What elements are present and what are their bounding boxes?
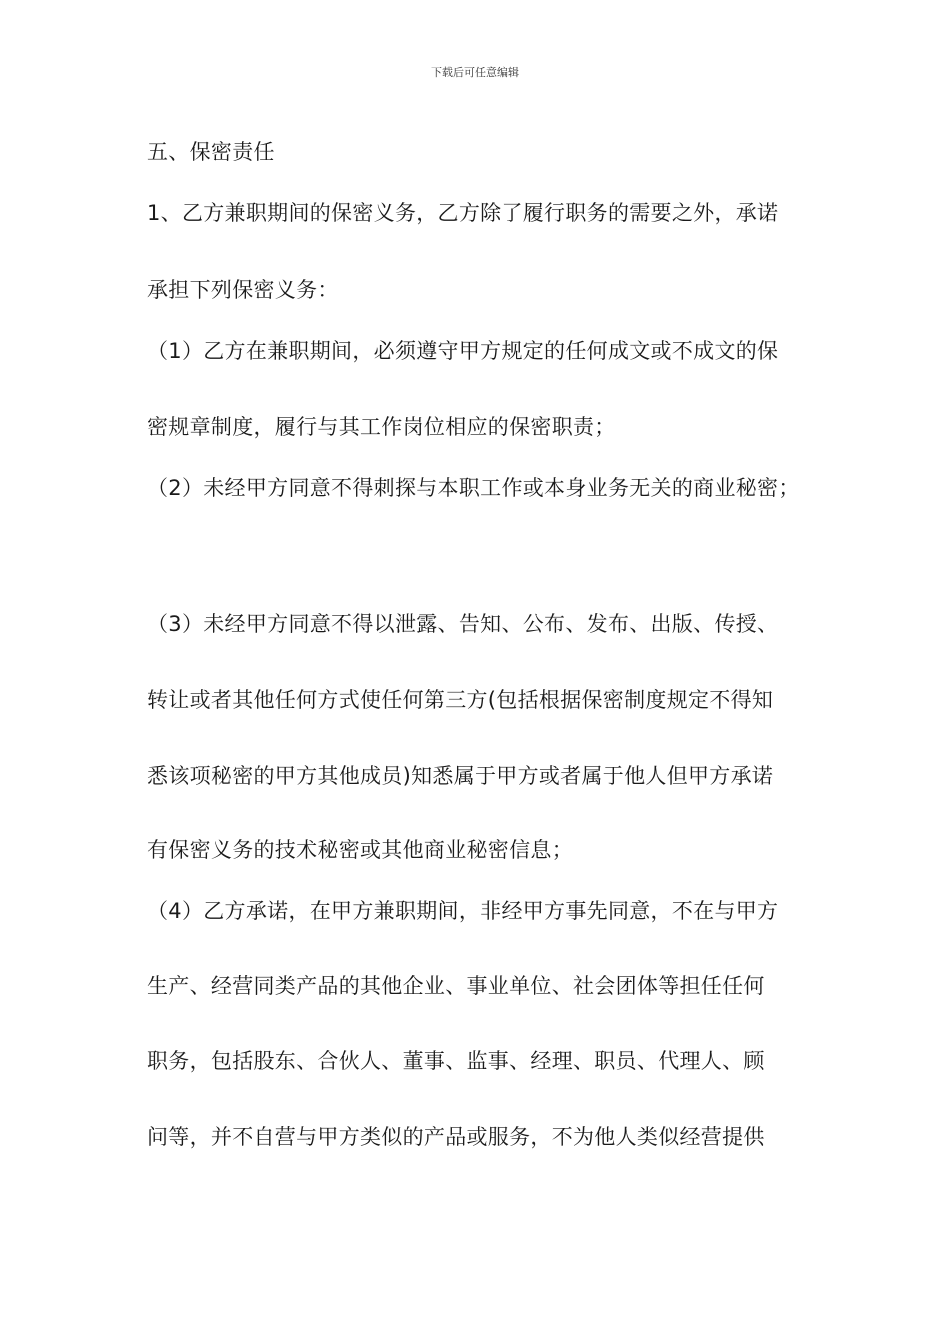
- item-4-line-2: 生产、经营同类产品的其他企业、事业单位、社会团体等担任任何: [147, 974, 765, 998]
- item-3-line-1: （3）未经甲方同意不得以泄露、告知、公布、发布、出版、传授、: [147, 612, 779, 636]
- clause-1-line-1: 1、乙方兼职期间的保密义务，乙方除了履行职务的需要之外，承诺: [147, 201, 779, 225]
- item-3-line-2: 转让或者其他任何方式使任何第三方(包括根据保密制度规定不得知: [147, 688, 774, 712]
- item-1-line-1: （1）乙方在兼职期间，必须遵守甲方规定的任何成文或不成文的保: [147, 339, 779, 363]
- item-3-line-4: 有保密义务的技术秘密或其他商业秘密信息；: [147, 838, 573, 862]
- section-heading: 五、保密责任: [147, 140, 275, 164]
- item-2-line-1: （2）未经甲方同意不得刺探与本职工作或本身业务无关的商业秘密；: [147, 476, 800, 500]
- header-note: 下载后可任意编辑: [431, 66, 519, 79]
- item-3-line-3: 悉该项秘密的甲方其他成员)知悉属于甲方或者属于他人但甲方承诺: [147, 764, 774, 788]
- item-1-line-2: 密规章制度，履行与其工作岗位相应的保密职责；: [147, 415, 616, 439]
- item-4-line-3: 职务，包括股东、合伙人、董事、监事、经理、职员、代理人、顾: [147, 1049, 765, 1073]
- item-4-line-1: （4）乙方承诺，在甲方兼职期间，非经甲方事先同意，不在与甲方: [147, 899, 779, 923]
- clause-1-line-2: 承担下列保密义务：: [147, 278, 339, 302]
- item-4-line-4: 问等，并不自营与甲方类似的产品或服务，不为他人类似经营提供: [147, 1125, 765, 1149]
